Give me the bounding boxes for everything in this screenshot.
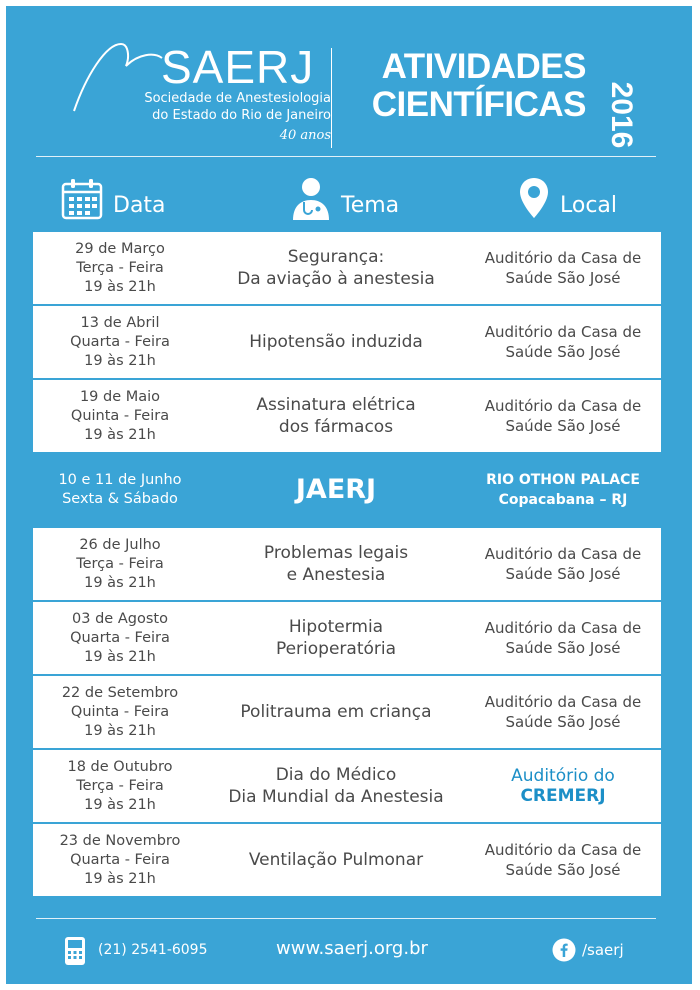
table-row xyxy=(33,602,661,674)
event-date-line: 19 às 21h xyxy=(84,722,156,739)
event-date-line: 18 de Outubro xyxy=(67,758,173,775)
footer-rule xyxy=(36,918,656,919)
event-theme xyxy=(207,246,465,290)
doctor-icon xyxy=(291,176,331,220)
facebook-icon[interactable] xyxy=(552,938,576,962)
event-place xyxy=(465,470,661,510)
table-row xyxy=(33,454,661,526)
page-title xyxy=(356,48,586,124)
event-theme-line: Dia do Médico xyxy=(275,765,397,785)
event-date-line: Terça - Feira xyxy=(76,777,164,794)
event-date-line: 10 e 11 de Junho xyxy=(58,472,182,488)
event-theme xyxy=(207,849,465,871)
phone-number: (21) 2541-6095 xyxy=(98,942,208,958)
table-row xyxy=(33,824,661,896)
events-table xyxy=(33,232,661,898)
event-date-line: Quinta - Feira xyxy=(70,703,170,720)
event-place-line: Saúde São José xyxy=(505,713,621,731)
event-theme-line: Problemas legais xyxy=(263,543,409,563)
event-date-line: 19 de Maio xyxy=(79,388,161,405)
event-place xyxy=(465,766,661,806)
org-name: SAERJ xyxy=(161,41,315,93)
event-theme xyxy=(207,394,465,438)
event-theme xyxy=(207,764,465,808)
column-header-label: Tema xyxy=(341,193,400,218)
column-header-label: Local xyxy=(560,193,618,218)
location-pin-icon xyxy=(518,176,550,220)
event-date-line: 23 de Novembro xyxy=(59,832,181,849)
org-subtitle-line: Sociedade de Anestesiologia xyxy=(144,91,331,106)
event-poster xyxy=(6,6,692,984)
event-date-line: 03 de Agosto xyxy=(72,610,168,627)
event-place-line: Auditório da Casa de xyxy=(484,323,642,341)
event-date-line: 19 às 21h xyxy=(84,870,156,887)
event-place-line: Copacabana – RJ xyxy=(498,492,628,508)
event-theme-line: Dia Mundial da Anestesia xyxy=(228,787,444,807)
event-place xyxy=(465,618,661,658)
org-subtitle-line: do Estado do Rio de Janeiro xyxy=(152,108,331,123)
event-date-line: 13 de Abril xyxy=(80,314,160,331)
event-date-line: 26 de Julho xyxy=(79,536,161,553)
event-place xyxy=(465,840,661,880)
event-date-line: 19 às 21h xyxy=(84,574,156,591)
event-place-line: Auditório da Casa de xyxy=(484,397,642,415)
event-date xyxy=(33,832,207,889)
event-date-line: 19 às 21h xyxy=(84,352,156,369)
table-row xyxy=(33,528,661,600)
event-date-line: 19 às 21h xyxy=(84,426,156,443)
event-place-line: Saúde São José xyxy=(505,639,621,657)
event-date-line: Sexta & Sábado xyxy=(62,491,178,507)
table-row xyxy=(33,306,661,378)
event-date-line: 19 às 21h xyxy=(84,648,156,665)
event-place xyxy=(465,322,661,362)
event-theme xyxy=(207,331,465,353)
facebook-handle[interactable]: /saerj xyxy=(582,941,624,959)
event-place-line: CREMERJ xyxy=(520,786,606,806)
event-theme xyxy=(207,616,465,660)
event-date xyxy=(33,471,207,509)
event-theme-line: Segurança: xyxy=(287,247,385,267)
table-row xyxy=(33,380,661,452)
column-header-place xyxy=(518,172,617,220)
event-date-line: 19 às 21h xyxy=(84,796,156,813)
phone-icon xyxy=(64,936,86,966)
event-date xyxy=(33,314,207,371)
event-date-line: 29 de Março xyxy=(75,240,165,257)
event-place xyxy=(465,544,661,584)
table-row xyxy=(33,232,661,304)
event-date xyxy=(33,758,207,815)
header-rule xyxy=(36,156,656,157)
footer xyxy=(6,926,692,976)
event-theme-line: Hipotensão induzida xyxy=(249,332,423,352)
event-date-line: Terça - Feira xyxy=(76,259,164,276)
event-place xyxy=(465,248,661,288)
event-date-line: Quinta - Feira xyxy=(70,407,170,424)
event-theme-line: e Anestesia xyxy=(286,565,386,585)
event-place-line: Saúde São José xyxy=(505,861,621,879)
event-date-line: Quarta - Feira xyxy=(70,333,170,350)
event-date-line: 19 às 21h xyxy=(84,278,156,295)
header-divider xyxy=(331,48,332,148)
event-place-line: Auditório da Casa de xyxy=(484,545,642,563)
event-place-line: Saúde São José xyxy=(505,417,621,435)
org-subtitle xyxy=(106,90,331,124)
event-place-line: Auditório da Casa de xyxy=(484,841,642,859)
calendar-icon xyxy=(61,178,103,220)
event-theme-line: Assinatura elétrica xyxy=(256,395,416,415)
event-theme xyxy=(207,542,465,586)
event-theme-line: Hipotermia xyxy=(288,617,384,637)
event-theme xyxy=(207,475,465,505)
event-date xyxy=(33,388,207,445)
column-header-theme xyxy=(291,172,399,220)
event-date xyxy=(33,240,207,297)
event-place-line: Auditório do xyxy=(511,766,615,786)
event-place-line: Saúde São José xyxy=(505,343,621,361)
event-place-line: Auditório da Casa de xyxy=(484,249,642,267)
website-link[interactable]: www.saerj.org.br xyxy=(276,938,428,959)
event-place xyxy=(465,692,661,732)
event-theme-line: JAERJ xyxy=(295,474,377,505)
column-header-label: Data xyxy=(113,193,166,218)
event-date-line: Quarta - Feira xyxy=(70,851,170,868)
event-date xyxy=(33,536,207,593)
event-place-line: Auditório da Casa de xyxy=(484,619,642,637)
org-years: 40 anos xyxy=(279,128,331,143)
event-date-line: Quarta - Feira xyxy=(70,629,170,646)
event-place-line: RIO OTHON PALACE xyxy=(486,472,640,488)
title-line: CIENTÍFICAS xyxy=(371,85,586,124)
column-header-date xyxy=(61,172,166,220)
event-theme-line: Politrauma em criança xyxy=(240,702,432,722)
table-row xyxy=(33,676,661,748)
event-date xyxy=(33,684,207,741)
event-theme-line: Ventilação Pulmonar xyxy=(248,850,424,870)
event-theme-line: dos fármacos xyxy=(278,417,394,437)
table-row xyxy=(33,750,661,822)
event-place-line: Saúde São José xyxy=(505,269,621,287)
year-label: 2016 xyxy=(605,81,638,149)
event-place-line: Auditório da Casa de xyxy=(484,693,642,711)
event-theme xyxy=(207,701,465,723)
event-place xyxy=(465,396,661,436)
event-place-line: Saúde São José xyxy=(505,565,621,583)
event-theme-line: Perioperatória xyxy=(275,639,397,659)
event-date-line: Terça - Feira xyxy=(76,555,164,572)
event-date xyxy=(33,610,207,667)
event-date-line: 22 de Setembro xyxy=(61,684,179,701)
event-theme-line: Da aviação à anestesia xyxy=(237,269,435,289)
title-line: ATIVIDADES xyxy=(381,47,586,86)
